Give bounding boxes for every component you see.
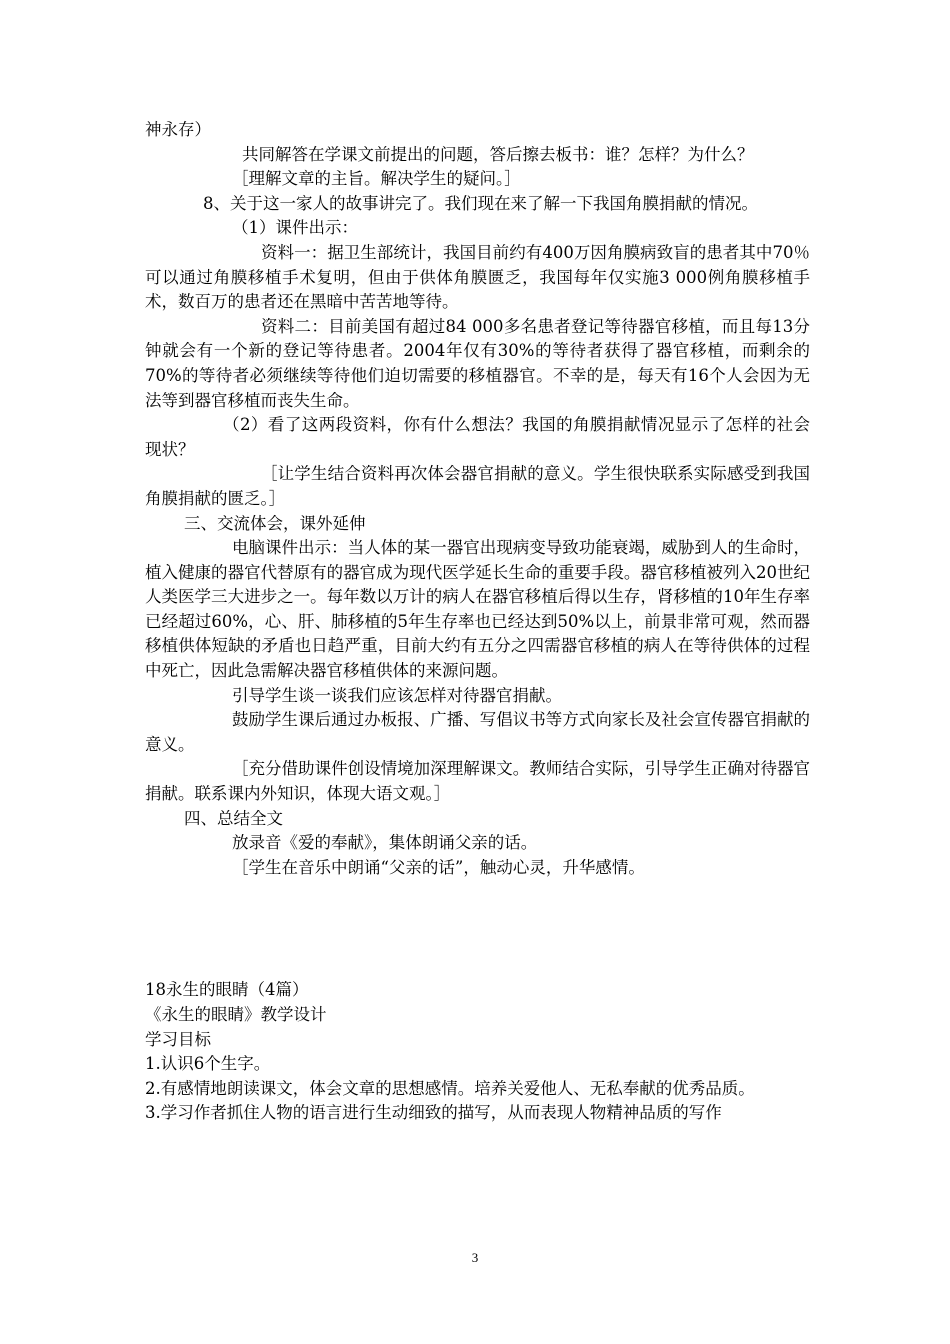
paragraph: 共同解答在学课文前提出的问题，答后擦去板书：谁？怎样？为什么？ <box>242 144 754 164</box>
section-heading: 学习目标 <box>145 1029 211 1049</box>
section-heading: 三、交流体会，课外延伸 <box>184 513 366 533</box>
paragraph: 电脑课件出示：当人体的某一器官出现病变导致功能衰竭，威胁到人的生命时，植入健康的器官代替原有的器官成为现代医学延长生命的重要手段。器官移植被列入20世纪人类医学三大进步之一。每年数以万计的病人在器官移植后得以生存，肾移植的10年生存率已经超过60%，心、肝、肺移植的5年生存率也已经达到50%以上，前景非常可观，然而器移植供体短缺的矛盾也日趋严重，目前大约有五分之四需器官移植的病人在等待供体的过程中死亡，因此急需解决器官移植供体的来源问题。 <box>145 538 810 681</box>
paragraph: （2）看了这两段资料，你有什么想法？我国的角膜捐献情况显示了怎样的社会现状？ <box>145 415 810 459</box>
paragraph: ［让学生结合资料再次体会器官捐献的意义。学生很快联系实际感受到我国角膜捐献的匮乏。］ <box>145 464 810 508</box>
article-subtitle: 《永生的眼睛》教学设计 <box>145 1005 327 1024</box>
paragraph: 放录音《爱的奉献》，集体朗诵父亲的话。 <box>232 833 538 853</box>
paragraph: ［充分借助课件创设情境加深理解课文。教师结合实际，引导学生正确对待器官捐献。联系课内外知识，体现大语文观。］ <box>145 759 810 804</box>
document-body <box>145 118 810 1126</box>
paragraph: 8、关于这一家人的故事讲完了。我们现在来了解一下我国角膜捐献的情况。 <box>203 193 758 213</box>
page-number: 3 <box>471 1250 479 1265</box>
paragraph: 资料二：目前美国有超过84 000多名患者登记等待器官移植，而且每13分钟就会有一个新的登记等待患者。2004年仅有30%的等待者获得了器官移植，而剩余的70%的等待者必须继续等待他们迫切需要的移植器官。不幸的是，每天有16个人会因为无法等到器官移植而丧失生命。 <box>145 316 810 410</box>
paragraph: 引导学生谈一谈我们应该怎样对待器官捐献。 <box>232 685 562 705</box>
article-title: 18永生的眼睛（4篇） <box>145 980 309 1000</box>
list-item: 1.认识6个生字。 <box>145 1054 271 1074</box>
paragraph: 神永存） <box>145 120 211 139</box>
paragraph: 鼓励学生课后通过办板报、广播、写倡议书等方式向家长及社会宣传器官捐献的意义。 <box>145 710 810 754</box>
spacer <box>145 880 810 978</box>
section-heading: 四、总结全文 <box>184 808 283 828</box>
paragraph: ［学生在音乐中朗诵“父亲的话”，触动心灵，升华感情。 <box>232 857 645 877</box>
paragraph: ［理解文章的主旨。解决学生的疑问。］ <box>232 169 521 189</box>
list-item: 3.学习作者抓住人物的语言进行生动细致的描写，从而表现人物精神品质的写作 <box>145 1103 722 1123</box>
paragraph: 资料一：据卫生部统计，我国目前约有400万因角膜病致盲的患者其中70％可以通过角膜移植手术复明，但由于供体角膜匮乏，我国每年仅实施3 000例角膜移植手术，数百万的患者还在黑暗中苦苦地等待。 <box>145 242 810 312</box>
paragraph: （1）课件出示： <box>232 218 358 238</box>
list-item: 2.有感情地朗读课文，体会文章的思想感情。培养关爱他人、无私奉献的优秀品质。 <box>145 1078 755 1098</box>
